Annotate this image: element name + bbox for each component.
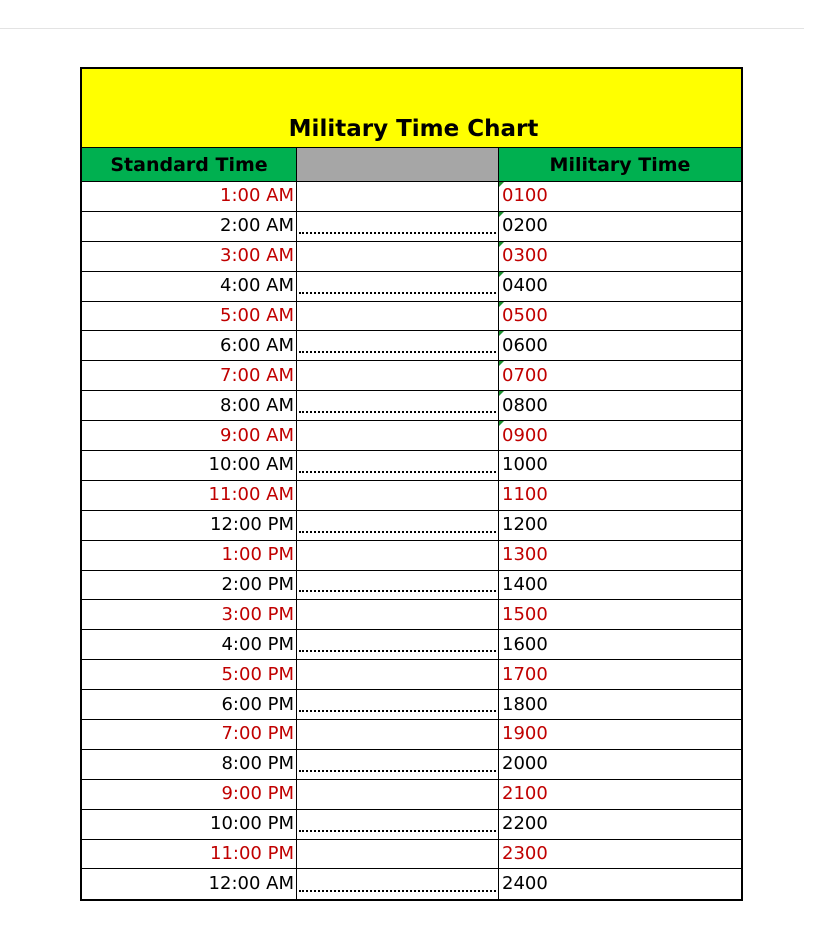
table-row [82,451,741,481]
standard-time-cell[interactable]: 8:00 AM [82,391,297,420]
table-row [82,630,741,660]
spacer-cell[interactable] [297,481,499,510]
military-time-cell[interactable]: 0300 [499,242,741,271]
military-time-cell[interactable]: 2100 [502,783,548,805]
standard-time-cell[interactable]: 6:00 PM [82,690,297,719]
military-time-cell[interactable]: 0200 [499,212,741,241]
dotted-leader [299,531,496,533]
standard-time-cell[interactable]: 11:00 PM [82,840,297,869]
dotted-leader [299,590,496,592]
spacer-cell[interactable] [297,750,499,779]
standard-time-cell[interactable]: 1:00 PM [82,541,297,570]
military-time-cell[interactable]: 0700 [499,361,741,390]
standard-time-cell[interactable]: 10:00 PM [82,810,297,839]
text-format-indicator-icon [499,212,504,217]
top-divider [0,28,804,29]
text-format-indicator-icon [499,391,504,396]
table-row [82,391,741,421]
standard-time-cell[interactable]: 3:00 AM [82,242,297,271]
military-time-cell[interactable]: 0900 [499,421,741,450]
table-row [82,720,741,750]
dotted-leader [299,770,496,772]
text-format-indicator-icon [499,242,504,247]
military-time-cell[interactable]: 1700 [502,663,548,685]
dotted-leader [299,710,496,712]
military-time-cell[interactable]: 1600 [502,633,548,655]
standard-time-cell[interactable]: 9:00 PM [82,780,297,809]
spacer-cell[interactable] [297,421,499,450]
text-format-indicator-icon [499,182,504,187]
spacer-cell[interactable] [297,361,499,390]
spacer-cell[interactable] [297,810,499,839]
spacer-header[interactable] [297,148,499,181]
spacer-cell[interactable] [297,511,499,540]
military-time-table [80,67,743,901]
military-time-cell[interactable]: 1800 [502,693,548,715]
table-row [82,840,741,870]
military-time-cell[interactable]: 1500 [502,603,548,625]
spacer-cell[interactable] [297,242,499,271]
table-row [82,690,741,720]
standard-time-cell[interactable]: 1:00 AM [82,182,297,211]
table-row [82,541,741,571]
dotted-leader [299,650,496,652]
spacer-cell[interactable] [297,302,499,331]
standard-time-cell[interactable]: 7:00 PM [82,720,297,749]
military-time-cell[interactable]: 0600 [499,331,741,360]
military-time-cell[interactable]: 2200 [502,813,548,835]
spacer-cell[interactable] [297,541,499,570]
table-row [82,361,741,391]
text-format-indicator-icon [499,272,504,277]
military-time-cell[interactable]: 1300 [502,544,548,566]
dotted-leader [299,471,496,473]
standard-time-cell[interactable]: 4:00 AM [82,272,297,301]
military-time-cell[interactable]: 1200 [502,514,548,536]
table-row [82,272,741,302]
table-row [82,511,741,541]
military-time-cell[interactable]: 2400 [502,873,548,895]
spacer-cell[interactable] [297,840,499,869]
military-time-cell[interactable]: 1900 [502,723,548,745]
standard-time-cell[interactable]: 12:00 AM [82,869,297,899]
table-row [82,212,741,242]
standard-time-cell[interactable]: 11:00 AM [82,481,297,510]
table-row [82,481,741,511]
table-row [82,810,741,840]
standard-time-cell[interactable]: 8:00 PM [82,750,297,779]
table-row [82,302,741,332]
table-row [82,600,741,630]
military-time-cell[interactable]: 1400 [502,574,548,596]
military-time-header[interactable]: Military Time [499,148,741,181]
table-row [82,750,741,780]
spacer-cell[interactable] [297,660,499,689]
table-row [82,571,741,601]
military-time-cell[interactable]: 0500 [499,302,741,331]
military-time-cell[interactable]: 0800 [499,391,741,420]
spacer-cell[interactable] [297,391,499,420]
spacer-cell[interactable] [297,690,499,719]
standard-time-cell[interactable]: 9:00 AM [82,421,297,450]
military-time-cell[interactable]: 2000 [502,753,548,775]
table-row [82,660,741,690]
spacer-cell[interactable] [297,600,499,629]
dotted-leader [299,351,496,353]
text-format-indicator-icon [499,302,504,307]
table-row [82,780,741,810]
standard-time-cell[interactable]: 6:00 AM [82,331,297,360]
table-row [82,331,741,361]
spacer-cell[interactable] [297,780,499,809]
standard-time-cell[interactable]: 5:00 AM [82,302,297,331]
standard-time-cell[interactable]: 4:00 PM [82,630,297,659]
table-row [82,421,741,451]
spacer-cell[interactable] [297,630,499,659]
dotted-leader [299,830,496,832]
spacer-cell[interactable] [297,212,499,241]
spacer-cell[interactable] [297,571,499,600]
spacer-cell[interactable] [297,331,499,360]
table-body [82,182,741,899]
standard-time-cell[interactable]: 12:00 PM [82,511,297,540]
military-time-cell[interactable]: 0400 [499,272,741,301]
spacer-cell[interactable] [297,272,499,301]
standard-time-header[interactable]: Standard Time [82,148,297,181]
spacer-cell[interactable] [297,182,499,211]
dotted-leader [299,292,496,294]
military-time-cell[interactable]: 1000 [502,454,548,476]
standard-time-cell[interactable]: 3:00 PM [82,600,297,629]
spacer-cell[interactable] [297,451,499,480]
header-row [82,148,741,182]
dotted-leader [299,411,496,413]
standard-time-cell[interactable]: 10:00 AM [82,451,297,480]
dotted-leader [299,232,496,234]
text-format-indicator-icon [499,331,504,336]
table-row [82,182,741,212]
page-title: Military Time Chart [288,116,539,142]
military-time-cell[interactable]: 1100 [502,484,548,506]
standard-time-cell[interactable]: 7:00 AM [82,361,297,390]
spacer-cell[interactable] [297,720,499,749]
military-time-cell[interactable]: 0100 [499,182,741,211]
table-row [82,242,741,272]
standard-time-cell[interactable]: 2:00 PM [82,571,297,600]
title-cell[interactable] [82,69,741,148]
text-format-indicator-icon [499,361,504,366]
text-format-indicator-icon [499,421,504,426]
military-time-cell[interactable]: 2300 [502,843,548,865]
standard-time-cell[interactable]: 5:00 PM [82,660,297,689]
spacer-cell[interactable] [297,869,499,899]
standard-time-cell[interactable]: 2:00 AM [82,212,297,241]
table-row [82,869,741,899]
dotted-leader [299,890,496,892]
